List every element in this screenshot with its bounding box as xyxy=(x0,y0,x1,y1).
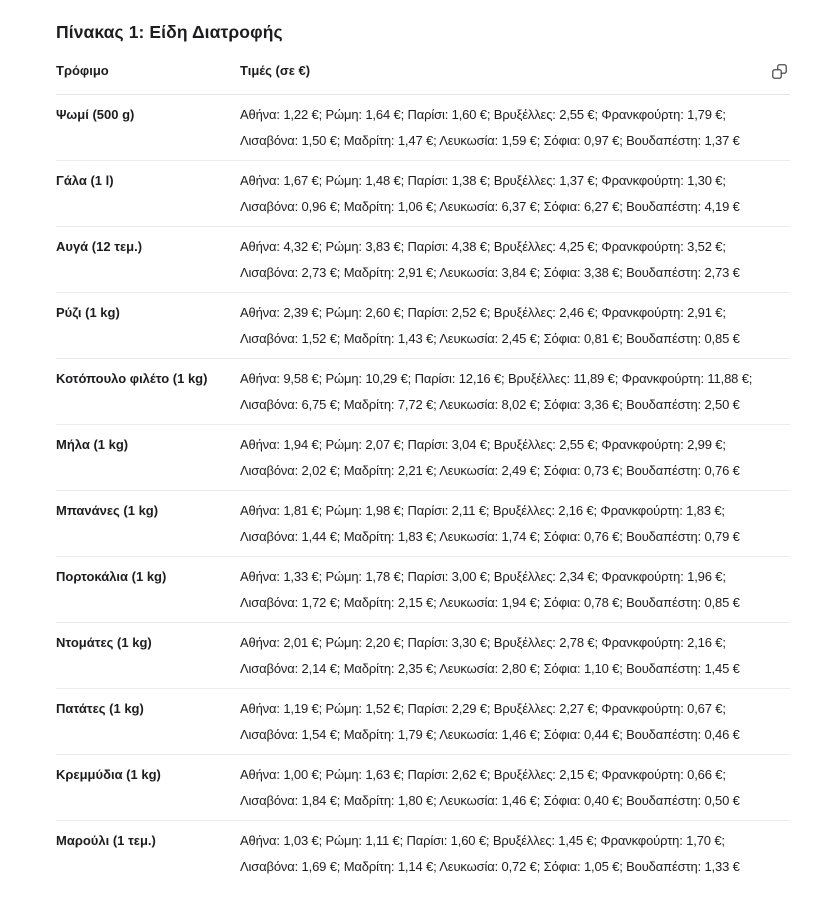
table-header-row xyxy=(56,60,790,95)
table-row xyxy=(56,227,790,293)
price-line-2: Λισαβόνα: 1,72 €; Μαδρίτη: 2,15 €; Λευκωσία: 1,94 €; Σόφια: 0,78 €; Βουδαπέστη: 0,85 € xyxy=(240,595,740,610)
price-line-1: Αθήνα: 4,32 €; Ρώμη: 3,83 €; Παρίσι: 4,38 €; Βρυξέλλες: 4,25 €; Φρανκφούρτη: 3,52 €; xyxy=(240,239,726,254)
price-line-2: Λισαβόνα: 2,02 €; Μαδρίτη: 2,21 €; Λευκωσία: 2,49 €; Σόφια: 0,73 €; Βουδαπέστη: 0,76 € xyxy=(240,463,740,478)
price-line-1: Αθήνα: 1,00 €; Ρώμη: 1,63 €; Παρίσι: 2,62 €; Βρυξέλλες: 2,15 €; Φρανκφούρτη: 0,66 €; xyxy=(240,767,726,782)
price-line-2: Λισαβόνα: 1,54 €; Μαδρίτη: 1,79 €; Λευκωσία: 1,46 €; Σόφια: 0,44 €; Βουδαπέστη: 0,46 € xyxy=(240,727,740,742)
table-row xyxy=(56,293,790,359)
table-row xyxy=(56,557,790,623)
price-line-1: Αθήνα: 2,39 €; Ρώμη: 2,60 €; Παρίσι: 2,52 €; Βρυξέλλες: 2,46 €; Φρανκφούρτη: 2,91 €; xyxy=(240,305,726,320)
row-food-label: Ρύζι (1 kg) xyxy=(56,305,120,320)
table-row xyxy=(56,623,790,689)
price-line-1: Αθήνα: 1,67 €; Ρώμη: 1,48 €; Παρίσι: 1,38 €; Βρυξέλλες: 1,37 €; Φρανκφούρτη: 1,30 €; xyxy=(240,173,726,188)
table-row xyxy=(56,821,790,886)
table-title: Πίνακας 1: Είδη Διατροφής xyxy=(56,22,283,42)
price-line-2: Λισαβόνα: 6,75 €; Μαδρίτη: 7,72 €; Λευκωσία: 8,02 €; Σόφια: 3,36 €; Βουδαπέστη: 2,50 € xyxy=(240,397,740,412)
table-row xyxy=(56,359,790,425)
price-line-1: Αθήνα: 1,33 €; Ρώμη: 1,78 €; Παρίσι: 3,00 €; Βρυξέλλες: 2,34 €; Φρανκφούρτη: 1,96 €; xyxy=(240,569,726,584)
copy-table-button[interactable] xyxy=(768,60,790,82)
price-line-2: Λισαβόνα: 1,69 €; Μαδρίτη: 1,14 €; Λευκωσία: 0,72 €; Σόφια: 1,05 €; Βουδαπέστη: 1,33 € xyxy=(240,859,740,874)
price-line-1: Αθήνα: 1,81 €; Ρώμη: 1,98 €; Παρίσι: 2,11 €; Βρυξέλλες: 2,16 €; Φρανκφούρτη: 1,83 €; xyxy=(240,503,725,518)
row-food-label: Μαρούλι (1 τεμ.) xyxy=(56,833,156,848)
row-food-label: Πατάτες (1 kg) xyxy=(56,701,144,716)
price-line-1: Αθήνα: 1,19 €; Ρώμη: 1,52 €; Παρίσι: 2,29 €; Βρυξέλλες: 2,27 €; Φρανκφούρτη: 0,67 €; xyxy=(240,701,726,716)
price-line-1: Αθήνα: 1,22 €; Ρώμη: 1,64 €; Παρίσι: 1,60 €; Βρυξέλλες: 2,55 €; Φρανκφούρτη: 1,79 €; xyxy=(240,107,726,122)
row-prices-cell xyxy=(240,432,790,484)
price-line-2: Λισαβόνα: 1,52 €; Μαδρίτη: 1,43 €; Λευκωσία: 2,45 €; Σόφια: 0,81 €; Βουδαπέστη: 0,85 € xyxy=(240,331,740,346)
column-header-prices: Τιμές (σε €) xyxy=(240,63,311,78)
row-prices-cell xyxy=(240,630,790,682)
row-prices-cell xyxy=(240,234,790,286)
price-line-1: Αθήνα: 1,03 €; Ρώμη: 1,11 €; Παρίσι: 1,60 €; Βρυξέλλες: 1,45 €; Φρανκφούρτη: 1,70 €; xyxy=(240,833,725,848)
table-row xyxy=(56,425,790,491)
price-line-1: Αθήνα: 9,58 €; Ρώμη: 10,29 €; Παρίσι: 12,16 €; Βρυξέλλες: 11,89 €; Φρανκφούρτη: 11,88 €; xyxy=(240,371,753,386)
row-food-label: Κρεμμύδια (1 kg) xyxy=(56,767,161,782)
row-food-label: Κοτόπουλο φιλέτο (1 kg) xyxy=(56,371,208,386)
price-line-2: Λισαβόνα: 1,50 €; Μαδρίτη: 1,47 €; Λευκωσία: 1,59 €; Σόφια: 0,97 €; Βουδαπέστη: 1,37 € xyxy=(240,133,740,148)
row-food-label: Αυγά (12 τεμ.) xyxy=(56,239,143,254)
row-food-label: Ψωμί (500 g) xyxy=(56,107,135,122)
row-prices-cell xyxy=(240,102,790,154)
row-prices-cell xyxy=(240,564,790,616)
price-line-2: Λισαβόνα: 1,44 €; Μαδρίτη: 1,83 €; Λευκωσία: 1,74 €; Σόφια: 0,76 €; Βουδαπέστη: 0,79 € xyxy=(240,529,740,544)
table-row xyxy=(56,755,790,821)
row-prices-cell xyxy=(240,366,790,418)
price-line-2: Λισαβόνα: 2,14 €; Μαδρίτη: 2,35 €; Λευκωσία: 2,80 €; Σόφια: 1,10 €; Βουδαπέστη: 1,45 € xyxy=(240,661,740,676)
table-row xyxy=(56,161,790,227)
price-line-2: Λισαβόνα: 0,96 €; Μαδρίτη: 1,06 €; Λευκωσία: 6,37 €; Σόφια: 6,27 €; Βουδαπέστη: 4,19 € xyxy=(240,199,740,214)
row-food-label: Πορτοκάλια (1 kg) xyxy=(56,569,167,584)
copy-icon xyxy=(771,63,788,80)
row-prices-cell xyxy=(240,498,790,550)
row-food-label: Μήλα (1 kg) xyxy=(56,437,129,452)
price-line-2: Λισαβόνα: 2,73 €; Μαδρίτη: 2,91 €; Λευκωσία: 3,84 €; Σόφια: 3,38 €; Βουδαπέστη: 2,73 € xyxy=(240,265,740,280)
row-food-label: Ντομάτες (1 kg) xyxy=(56,635,152,650)
price-line-1: Αθήνα: 2,01 €; Ρώμη: 2,20 €; Παρίσι: 3,30 €; Βρυξέλλες: 2,78 €; Φρανκφούρτη: 2,16 €; xyxy=(240,635,726,650)
table-row xyxy=(56,491,790,557)
row-prices-cell xyxy=(240,696,790,748)
price-line-1: Αθήνα: 1,94 €; Ρώμη: 2,07 €; Παρίσι: 3,04 €; Βρυξέλλες: 2,55 €; Φρανκφούρτη: 2,99 €; xyxy=(240,437,726,452)
price-line-2: Λισαβόνα: 1,84 €; Μαδρίτη: 1,80 €; Λευκωσία: 1,46 €; Σόφια: 0,40 €; Βουδαπέστη: 0,50 € xyxy=(240,793,740,808)
row-prices-cell xyxy=(240,300,790,352)
table-row xyxy=(56,95,790,161)
row-food-label: Μπανάνες (1 kg) xyxy=(56,503,159,518)
row-food-label: Γάλα (1 l) xyxy=(56,173,114,188)
table-body xyxy=(56,95,790,886)
table-row xyxy=(56,689,790,755)
row-prices-cell xyxy=(240,762,790,814)
row-prices-cell xyxy=(240,168,790,220)
row-prices-cell xyxy=(240,828,790,880)
column-header-food: Τρόφιμο xyxy=(56,63,109,78)
